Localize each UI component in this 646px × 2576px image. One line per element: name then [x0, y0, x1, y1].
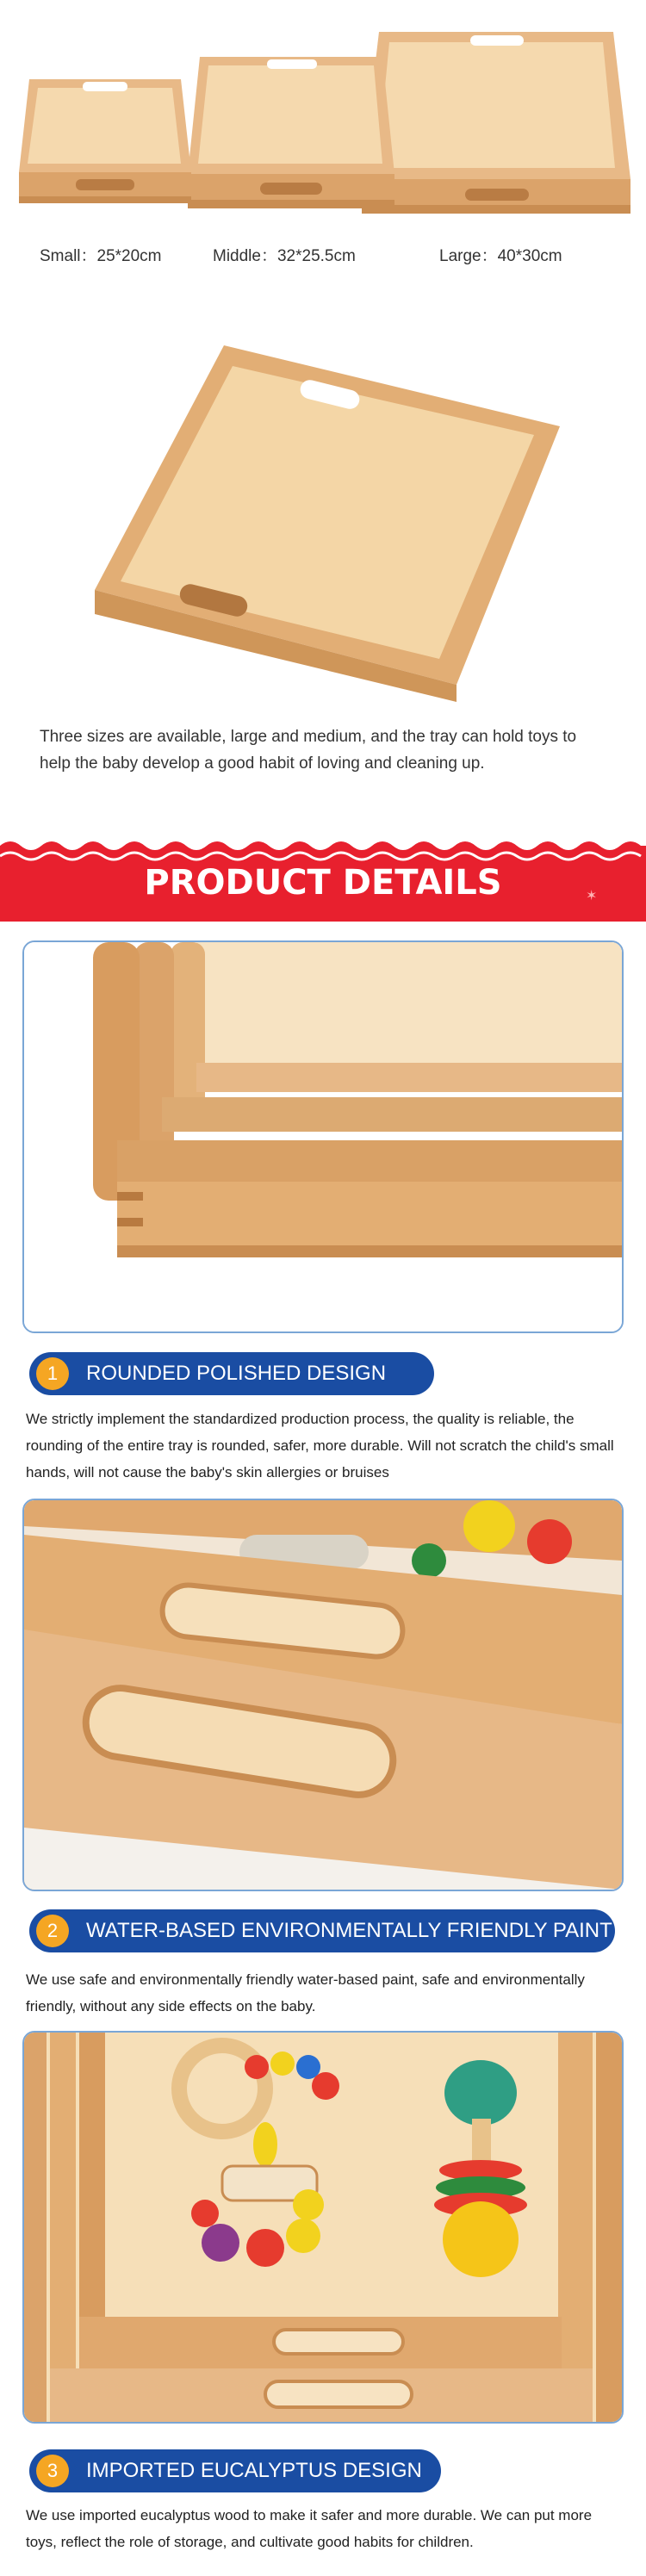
angled-tray-image: [95, 340, 568, 702]
feature-title: ROUNDED POLISHED DESIGN: [86, 1362, 387, 1385]
feature-description-2: We use safe and environmentally friendly water-based paint, safe and environmentally friendly, without any side effects on the baby.: [26, 1971, 585, 2014]
size-label-middle: Middle：32*25.5cm: [213, 247, 356, 265]
photo-tray-handles: [22, 1499, 624, 1891]
feature-pill-1: [29, 1352, 434, 1395]
feature-description-1: We strictly implement the standardized production process, the quality is reliable, the rounding of the entire tray is rounded, safer, more durable. Will not scratch the child's small hands, will not cause the baby's skin allergies or bruises: [26, 1411, 614, 1480]
sparkle-icon: ✶: [586, 889, 598, 903]
hero-image-three-trays: [0, 0, 646, 237]
feature-title: WATER-BASED ENVIRONMENTALLY FRIENDLY PAINT: [86, 1919, 612, 1942]
size-label-large: Large：40*30cm: [439, 247, 562, 265]
feature-title: IMPORTED EUCALYPTUS DESIGN: [86, 2459, 422, 2482]
small-tray-image: [19, 76, 191, 207]
middle-tray-image: [188, 53, 394, 212]
feature-pill-3: [29, 2449, 441, 2492]
photo-rounded-corners: [22, 940, 624, 1333]
intro-text: Three sizes are available, large and medium, and the tray can hold toys to help the baby develop a good habit of loving and cleaning up.: [40, 728, 577, 773]
large-tray-image: [362, 28, 630, 218]
feature-number-badge: 3: [36, 2455, 69, 2487]
size-label-small: Small：25*20cm: [40, 247, 162, 265]
feature-number-badge: 2: [36, 1915, 69, 1947]
feature-number-badge: 1: [36, 1357, 69, 1390]
photo-trays-with-toys: [22, 2031, 624, 2424]
feature-pill-2: [29, 1909, 615, 1952]
product-details-title: PRODUCT DETAILS: [144, 863, 502, 903]
feature-description-3: We use imported eucalyptus wood to make it safer and more durable. We can put more toys, reflect the role of storage, and cultivate good habits for children.: [26, 2507, 593, 2550]
